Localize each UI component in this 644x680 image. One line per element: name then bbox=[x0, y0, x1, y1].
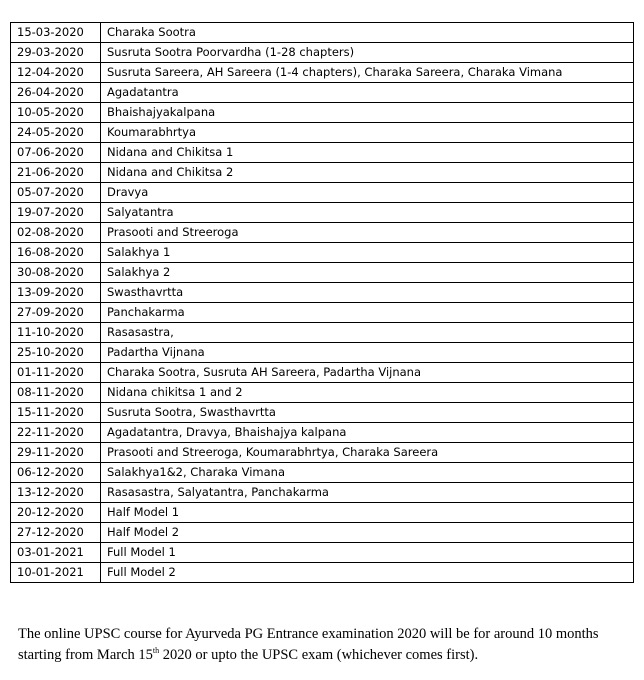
topic-cell: Salyatantra bbox=[101, 203, 634, 223]
date-cell: 15-11-2020 bbox=[11, 403, 101, 423]
topic-cell: Susruta Sootra, Swasthavrtta bbox=[101, 403, 634, 423]
footer-note-text-end: 2020 or upto the UPSC exam (whichever comes first). bbox=[159, 647, 479, 663]
schedule-table-body bbox=[11, 23, 634, 583]
table-row bbox=[11, 223, 634, 243]
table-row bbox=[11, 23, 634, 43]
topic-cell: Salakhya 2 bbox=[101, 263, 634, 283]
table-row bbox=[11, 263, 634, 283]
date-cell: 26-04-2020 bbox=[11, 83, 101, 103]
topic-cell: Charaka Sootra, Susruta AH Sareera, Padartha Vijnana bbox=[101, 363, 634, 383]
date-cell: 30-08-2020 bbox=[11, 263, 101, 283]
table-row bbox=[11, 243, 634, 263]
table-row bbox=[11, 83, 634, 103]
date-cell: 10-05-2020 bbox=[11, 103, 101, 123]
table-row bbox=[11, 303, 634, 323]
schedule-table bbox=[10, 22, 634, 583]
topic-cell: Panchakarma bbox=[101, 303, 634, 323]
footer-note bbox=[18, 624, 628, 666]
topic-cell: Full Model 1 bbox=[101, 543, 634, 563]
table-row bbox=[11, 43, 634, 63]
topic-cell: Agadatantra, Dravya, Bhaishajya kalpana bbox=[101, 423, 634, 443]
date-cell: 12-04-2020 bbox=[11, 63, 101, 83]
footer-note-text: The online UPSC course for Ayurveda PG Entrance examination 2020 will be for around 10 months starting from March 15 bbox=[18, 626, 599, 663]
date-cell: 29-03-2020 bbox=[11, 43, 101, 63]
date-cell: 06-12-2020 bbox=[11, 463, 101, 483]
topic-cell: Prasooti and Streeroga, Koumarabhrtya, Charaka Sareera bbox=[101, 443, 634, 463]
date-cell: 15-03-2020 bbox=[11, 23, 101, 43]
table-row bbox=[11, 383, 634, 403]
date-cell: 29-11-2020 bbox=[11, 443, 101, 463]
topic-cell: Bhaishajyakalpana bbox=[101, 103, 634, 123]
topic-cell: Susruta Sootra Poorvardha (1-28 chapters) bbox=[101, 43, 634, 63]
table-row bbox=[11, 543, 634, 563]
table-row bbox=[11, 523, 634, 543]
topic-cell: Swasthavrtta bbox=[101, 283, 634, 303]
date-cell: 16-08-2020 bbox=[11, 243, 101, 263]
table-row bbox=[11, 283, 634, 303]
topic-cell: Prasooti and Streeroga bbox=[101, 223, 634, 243]
topic-cell: Full Model 2 bbox=[101, 563, 634, 583]
date-cell: 25-10-2020 bbox=[11, 343, 101, 363]
table-row bbox=[11, 103, 634, 123]
table-row bbox=[11, 183, 634, 203]
topic-cell: Nidana and Chikitsa 1 bbox=[101, 143, 634, 163]
date-cell: 13-09-2020 bbox=[11, 283, 101, 303]
topic-cell: Koumarabhrtya bbox=[101, 123, 634, 143]
topic-cell: Rasasastra, Salyatantra, Panchakarma bbox=[101, 483, 634, 503]
date-cell: 07-06-2020 bbox=[11, 143, 101, 163]
date-cell: 10-01-2021 bbox=[11, 563, 101, 583]
table-row bbox=[11, 423, 634, 443]
date-cell: 19-07-2020 bbox=[11, 203, 101, 223]
topic-cell: Agadatantra bbox=[101, 83, 634, 103]
table-row bbox=[11, 563, 634, 583]
topic-cell: Rasasastra, bbox=[101, 323, 634, 343]
topic-cell: Padartha Vijnana bbox=[101, 343, 634, 363]
footer-note-superscript: th bbox=[152, 646, 160, 656]
date-cell: 27-09-2020 bbox=[11, 303, 101, 323]
table-row bbox=[11, 123, 634, 143]
table-row bbox=[11, 503, 634, 523]
topic-cell: Salakhya1&2, Charaka Vimana bbox=[101, 463, 634, 483]
date-cell: 13-12-2020 bbox=[11, 483, 101, 503]
date-cell: 21-06-2020 bbox=[11, 163, 101, 183]
table-row bbox=[11, 443, 634, 463]
topic-cell: Half Model 1 bbox=[101, 503, 634, 523]
date-cell: 27-12-2020 bbox=[11, 523, 101, 543]
table-row bbox=[11, 143, 634, 163]
table-row bbox=[11, 163, 634, 183]
table-row bbox=[11, 323, 634, 343]
date-cell: 08-11-2020 bbox=[11, 383, 101, 403]
date-cell: 11-10-2020 bbox=[11, 323, 101, 343]
date-cell: 20-12-2020 bbox=[11, 503, 101, 523]
topic-cell: Nidana and Chikitsa 2 bbox=[101, 163, 634, 183]
table-row bbox=[11, 203, 634, 223]
table-row bbox=[11, 483, 634, 503]
table-row bbox=[11, 343, 634, 363]
topic-cell: Nidana chikitsa 1 and 2 bbox=[101, 383, 634, 403]
topic-cell: Charaka Sootra bbox=[101, 23, 634, 43]
topic-cell: Half Model 2 bbox=[101, 523, 634, 543]
table-row bbox=[11, 363, 634, 383]
topic-cell: Susruta Sareera, AH Sareera (1-4 chapters), Charaka Sareera, Charaka Vimana bbox=[101, 63, 634, 83]
date-cell: 01-11-2020 bbox=[11, 363, 101, 383]
table-row bbox=[11, 403, 634, 423]
table-row bbox=[11, 63, 634, 83]
date-cell: 03-01-2021 bbox=[11, 543, 101, 563]
date-cell: 02-08-2020 bbox=[11, 223, 101, 243]
topic-cell: Salakhya 1 bbox=[101, 243, 634, 263]
date-cell: 22-11-2020 bbox=[11, 423, 101, 443]
date-cell: 24-05-2020 bbox=[11, 123, 101, 143]
date-cell: 05-07-2020 bbox=[11, 183, 101, 203]
table-row bbox=[11, 463, 634, 483]
topic-cell: Dravya bbox=[101, 183, 634, 203]
